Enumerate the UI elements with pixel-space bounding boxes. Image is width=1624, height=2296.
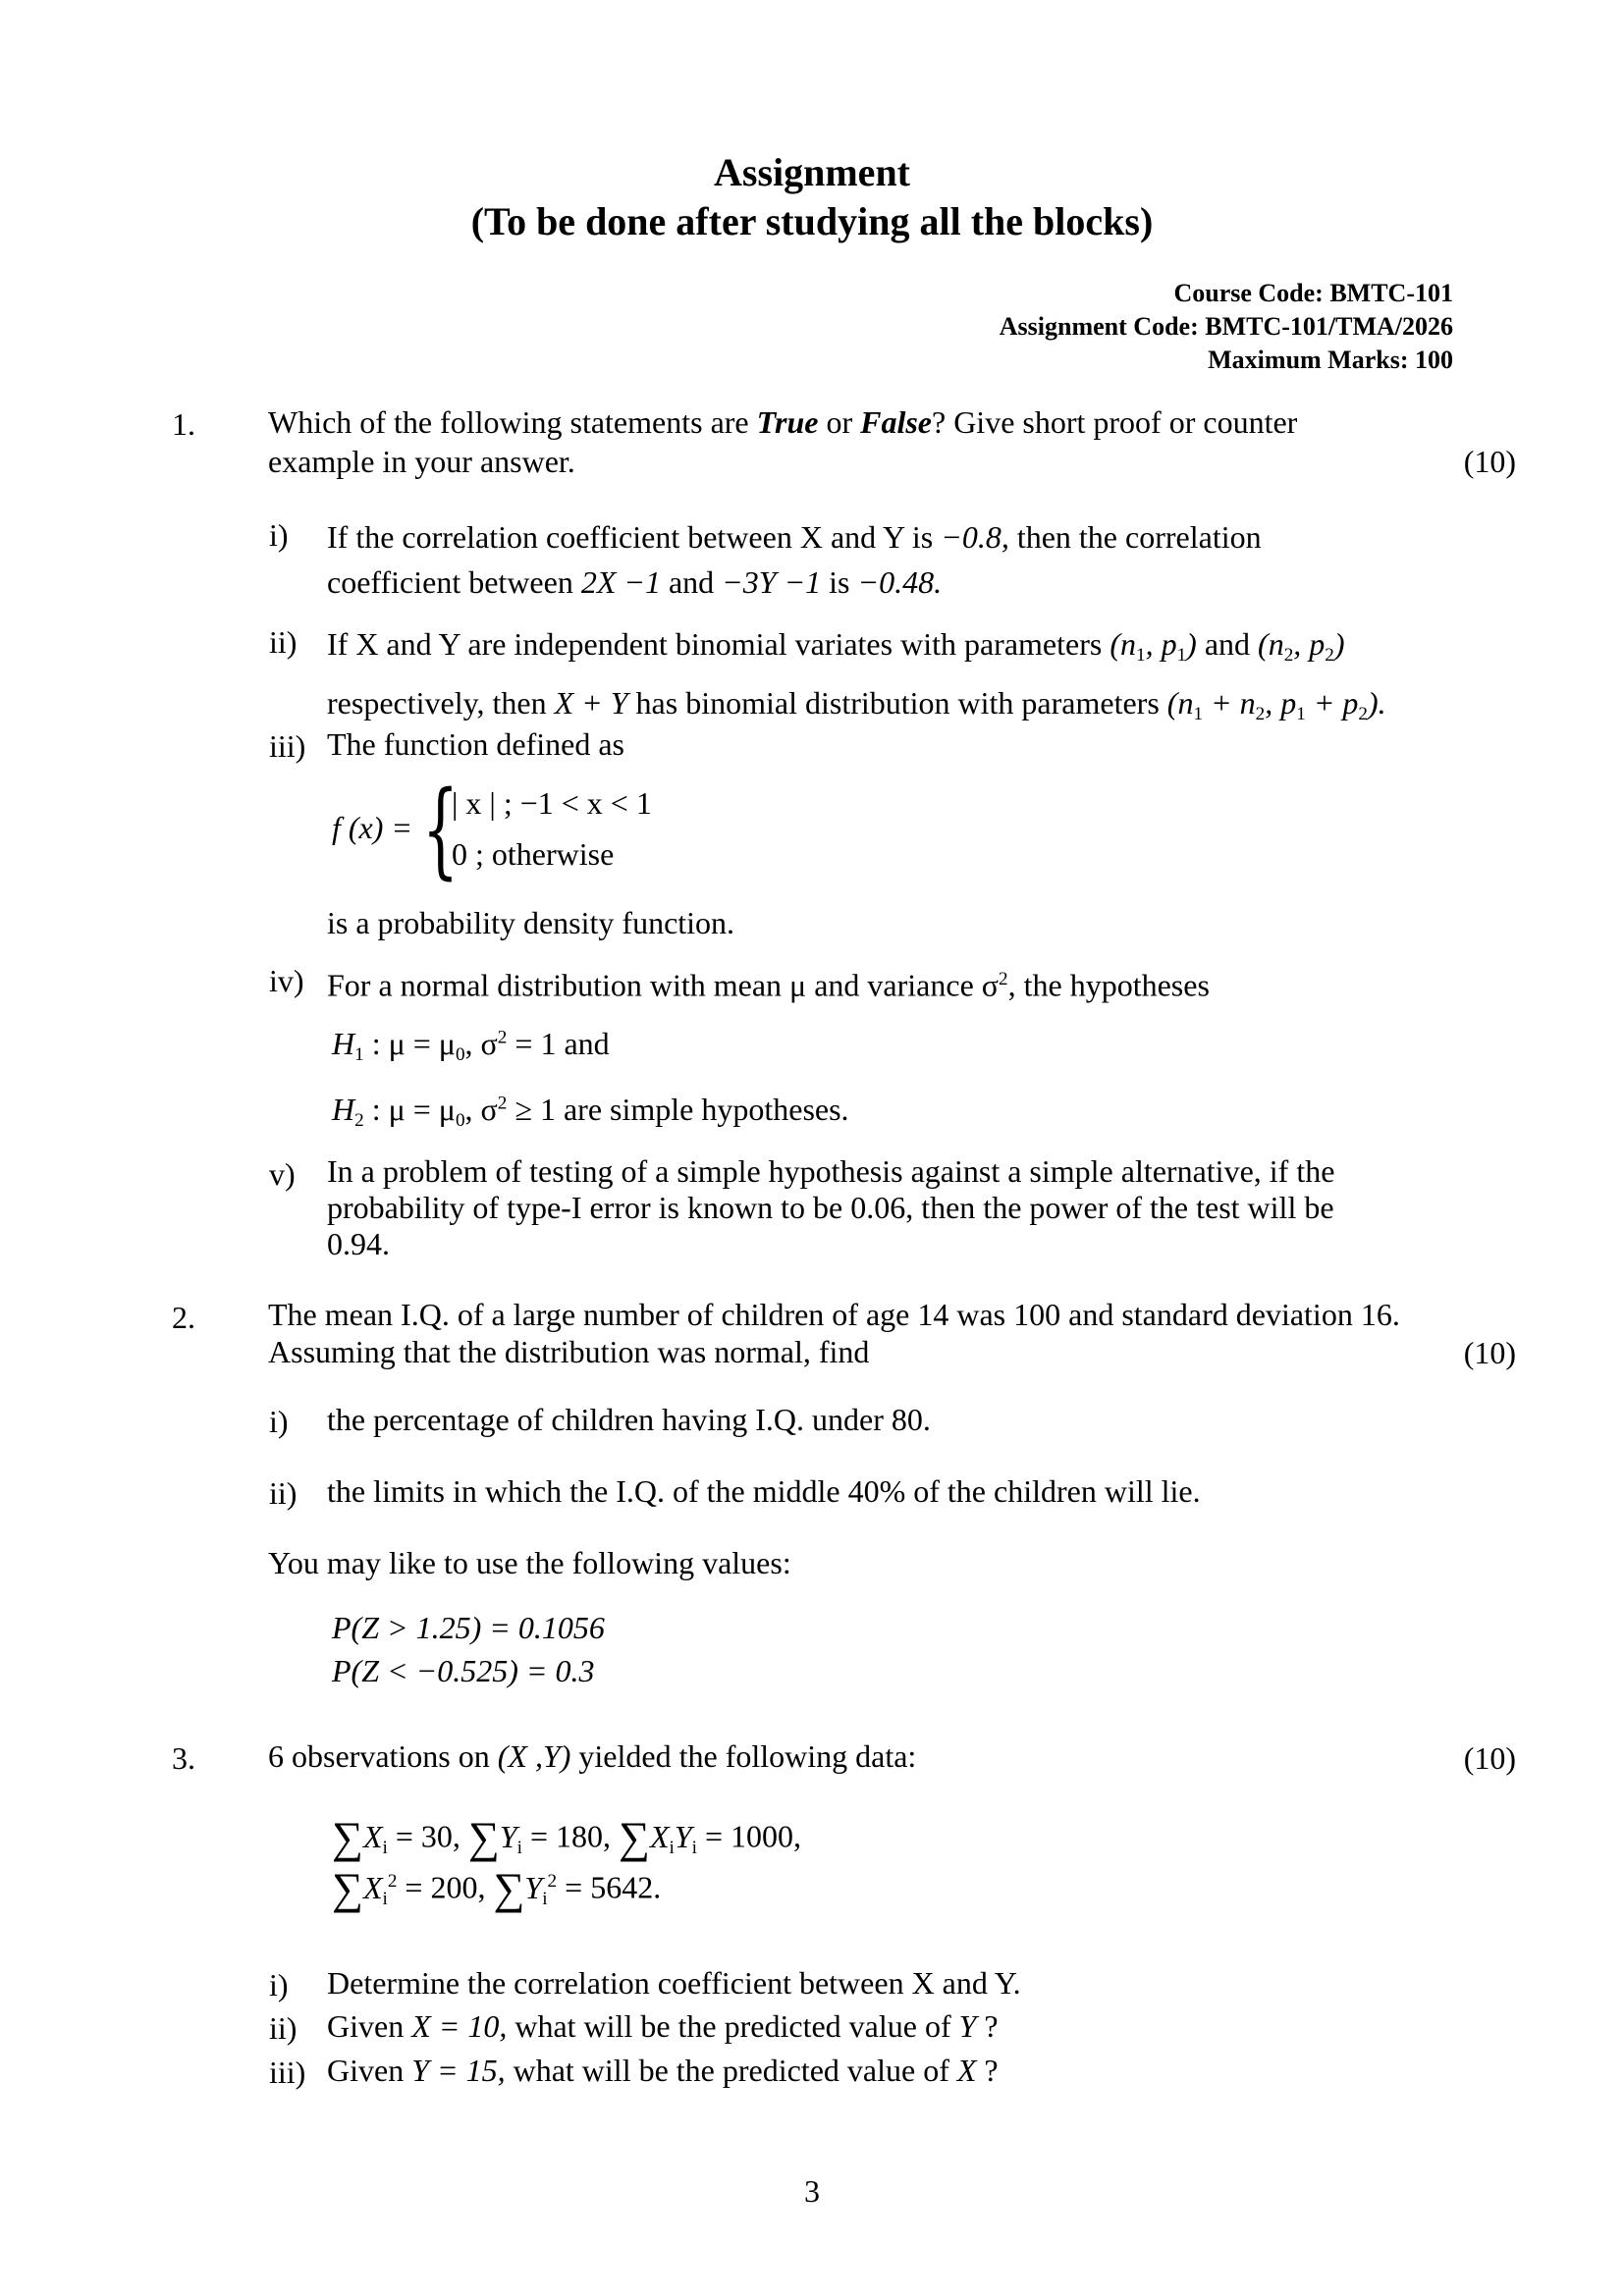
q1-item-iii-label: iii) — [269, 728, 306, 764]
q1-item-iii-conclusion: is a probability density function. — [327, 905, 735, 940]
q1-item-iv-label: iv) — [269, 963, 304, 998]
probability-value-2: P(Z < −0.525) = 0.3 — [332, 1653, 595, 1688]
true-word: True — [756, 404, 819, 440]
maximum-marks: Maximum Marks: 100 — [1208, 346, 1453, 374]
param-2: ($n_2$, $p_2$) — [1258, 626, 1345, 666]
question-3-text: 6 observations on (X ,Y) yielded the following data: — [268, 1738, 917, 1774]
question-2-marks: (10) — [1463, 1335, 1516, 1370]
q2-hint: You may like to use the following values: — [268, 1545, 791, 1580]
sum-equations-line-2: $\sum X_i^2 = 200$, $\sum Y_i^2 = 5642$. — [332, 1864, 662, 1913]
q3-item-iii-text: Given Y = 15, what will be the predicted value of X ? — [327, 2053, 999, 2088]
fx-label: f (x) = — [332, 810, 412, 845]
q3-item-iii-label: iii) — [269, 2055, 306, 2090]
q3-item-i-text: Determine the correlation coefficient between X and Y. — [327, 1965, 1021, 2001]
question-2-text: The mean I.Q. of a large number of children of age 14 was 100 and standard deviation 16. Assuming that the distribution was normal, find — [268, 1297, 1400, 1369]
question-2-number: 2. — [172, 1300, 195, 1335]
course-code: Course Code: BMTC-101 — [1173, 279, 1453, 307]
sum-equations-line-1: $\sum X_i = 30$, $\sum Y_i = 180$, $\sum X_iY_i = 1000$, — [332, 1813, 802, 1862]
question-1-number: 1. — [172, 406, 195, 442]
brace-symbol: { — [422, 769, 460, 889]
q1-item-i-label: i) — [269, 517, 289, 553]
param-1: ($n_1$, $p_1$) — [1110, 626, 1197, 666]
param-sum: ($n_1 + n_2$, $p_1 + p_2$). — [1166, 684, 1386, 724]
q1-item-v-text: In a problem of testing of a simple hypothesis against a simple alternative, if the probability of type-I error is known to be 0.06, then the power of the test will be 0.94. — [327, 1153, 1335, 1261]
q2-item-ii-label: ii) — [269, 1475, 298, 1511]
q1-item-i-text: If the correlation coefficient between X and Y is −0.8, then the correlation coefficient between 2X −1 and −3Y −1 is −0.48. — [327, 519, 1262, 600]
q2-item-i-label: i) — [269, 1404, 289, 1439]
q2-item-i-text: the percentage of children having I.Q. under 80. — [327, 1402, 931, 1437]
assignment-title: Assignment — [713, 150, 911, 194]
assignment-subtitle: (To be done after studying all the blocks) — [470, 199, 1154, 243]
assignment-code: Assignment Code: BMTC-101/TMA/2026 — [999, 312, 1453, 341]
q3-item-ii-text: Given X = 10, what will be the predicted value of Y ? — [327, 2008, 999, 2044]
q3-item-ii-label: ii) — [269, 2010, 298, 2046]
case-2: 0 ; otherwise — [452, 836, 615, 872]
q1-item-iv-text: For a normal distribution with mean μ and variance $\sigma^2$, the hypotheses — [327, 967, 1210, 1003]
q1-item-iii-text: The function defined as — [327, 726, 624, 762]
question-1-text: Which of the following statements are True or False? Give short proof or counter example in your answer. — [268, 404, 1298, 479]
question-3-number: 3. — [172, 1740, 195, 1776]
hypothesis-h1: $H_1$ : $\mu = \mu_0$, $\sigma^2 = 1$ and — [332, 1026, 610, 1065]
question-1-marks: (10) — [1463, 444, 1516, 479]
probability-value-1: P(Z > 1.25) = 0.1056 — [332, 1610, 605, 1645]
q3-item-i-label: i) — [269, 1967, 289, 2002]
question-3-marks: (10) — [1463, 1740, 1516, 1776]
false-word: False — [860, 404, 932, 440]
case-1: | x | ; −1 < x < 1 — [452, 785, 652, 821]
page-number: 3 — [804, 2173, 820, 2209]
q1-item-ii-label: ii) — [269, 624, 298, 660]
q2-item-ii-text: the limits in which the I.Q. of the middle 40% of the children will lie. — [327, 1473, 1201, 1509]
q1-item-v-label: v) — [269, 1156, 296, 1192]
hypothesis-h2: $H_2$ : $\mu = \mu_0$, $\sigma^2 \ge 1$ are simple hypotheses. — [332, 1092, 849, 1131]
q1-item-ii-text: If X and Y are independent binomial variates with parameters ($n_1$, $p_1$) and ($n_2$, $p_2$) respectively, then X + Y has binomial distribution with parameters ($n_1 + n_2$, $p_1 + p_2$). — [327, 626, 1386, 724]
